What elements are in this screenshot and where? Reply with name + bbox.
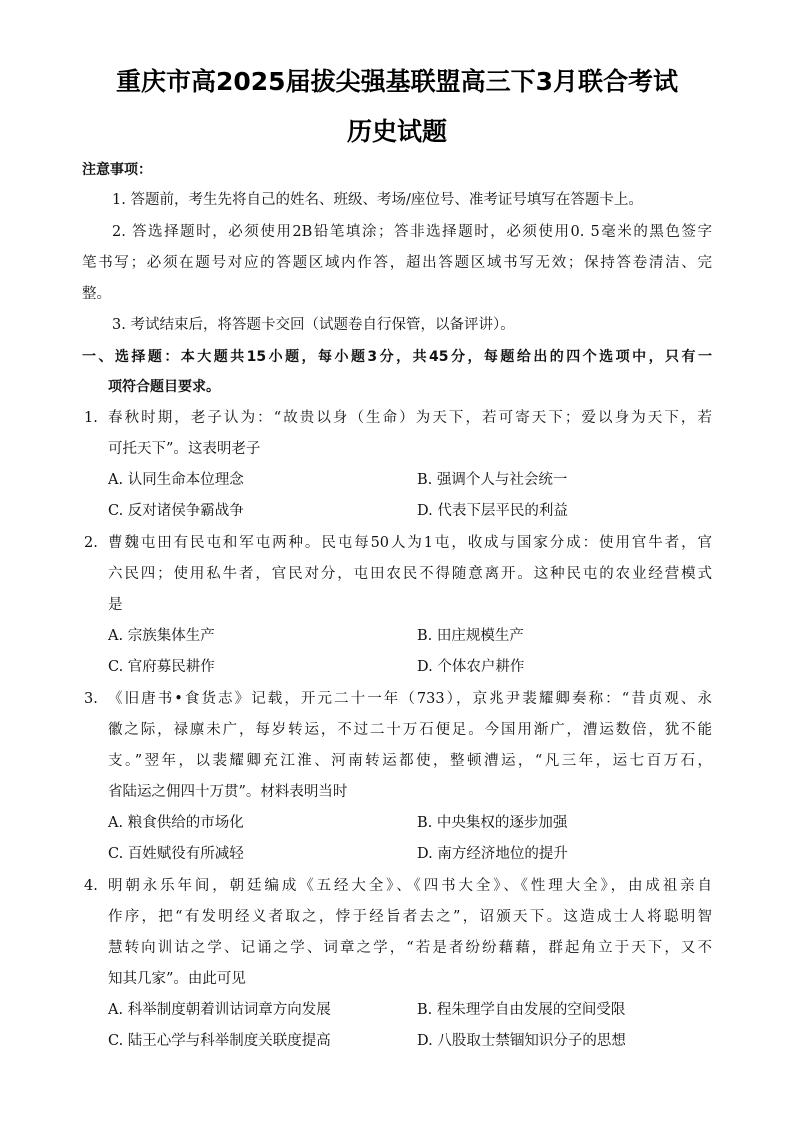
exam-subtitle: 历史试题	[346, 117, 447, 146]
question-4-option-d[interactable]: D. 八股取士禁锢知识分子的思想	[417, 1033, 626, 1049]
question-1-text-line: 春秋时期，老子认为：“故贵以身（生命）为天下，若可寄天下；爱以身为天下，若	[108, 410, 712, 426]
question-2-option-d[interactable]: D. 个体农户耕作	[417, 659, 525, 675]
notice-item-1: 1. 答题前，考生先将自己的姓名、班级、考场/座位号、准考证号填写在答题卡上。	[112, 192, 643, 208]
question-1-option-a[interactable]: A. 认同生命本位理念	[108, 472, 244, 488]
question-number: 3.	[84, 691, 98, 707]
notice-item-2-line-1: 2. 答选择题时，必须使用2B铅笔填涂；答非选择题时，必须使用0. 5毫米的黑色签字	[112, 224, 712, 240]
question-4-text-line: 知其几家”。由此可见	[108, 971, 246, 987]
section-1-heading-line-2: 项符合题目要求。	[108, 379, 220, 395]
question-1-option-d[interactable]: D. 代表下层平民的利益	[417, 503, 568, 519]
question-2-option-a[interactable]: A. 宗族集体生产	[108, 628, 215, 644]
notice-item-2-line-2: 笔书写；必须在题号对应的答题区域内作答，超出答题区域书写无效；保持答卷清洁、完	[82, 255, 712, 271]
question-2-text-line: 曹魏屯田有民屯和军屯两种。民屯每50人为1屯，收成与国家分成：使用官牛者，官	[108, 535, 712, 551]
question-1-option-c[interactable]: C. 反对诸侯争霸战争	[108, 503, 244, 519]
question-2-text-line: 六民四；使用私牛者，官民对分，屯田农民不得随意离开。这种民屯的农业经营模式	[108, 566, 712, 582]
question-2-option-c[interactable]: C. 官府募民耕作	[108, 659, 215, 675]
question-3-option-c[interactable]: C. 百姓赋役有所减轻	[108, 846, 244, 862]
question-4-option-c[interactable]: C. 陆王心学与科举制度关联度提高	[108, 1033, 331, 1049]
question-1-text-line: 可托天下”。这表明老子	[108, 441, 261, 457]
question-2-option-b[interactable]: B. 田庄规模生产	[417, 628, 524, 644]
question-3-text-line: 徽之际，禄廪未广，每岁转运，不过二十万石便足。今国用渐广，漕运数倍，犹不能	[108, 722, 712, 738]
question-4-text-line: 慧转向训诂之学、记诵之学、词章之学，“若是者纷纷藉藉，群起角立于天下，又不	[108, 940, 712, 956]
notice-heading: 注意事项：	[82, 162, 152, 178]
exam-title: 重庆市高2025届拔尖强基联盟高三下3月联合考试	[116, 67, 678, 96]
notice-item-2-line-3: 整。	[82, 286, 111, 302]
question-3-text-line: 省陆运之佣四十万贯”。材料表明当时	[108, 784, 348, 800]
question-1-option-b[interactable]: B. 强调个人与社会统一	[417, 472, 568, 488]
question-3-option-a[interactable]: A. 粮食供给的市场化	[108, 815, 244, 831]
question-3-option-d[interactable]: D. 南方经济地位的提升	[417, 846, 568, 862]
question-2-text-line: 是	[108, 597, 123, 613]
question-3-option-b[interactable]: B. 中央集权的逐步加强	[417, 815, 568, 831]
question-number: 2.	[84, 535, 98, 551]
question-3-text-line: 支。”翌年，以裴耀卿充江淮、河南转运都使，整顿漕运，“凡三年，运七百万石，	[108, 753, 712, 769]
notice-item-3: 3. 考试结束后，将答题卡交回（试题卷自行保管，以备评讲）。	[112, 317, 515, 333]
question-3-text-line: 《旧唐书•食货志》记载，开元二十一年（733），京兆尹裴耀卿奏称：“昔贞观、永	[108, 691, 712, 707]
section-1-heading-line-1: 一、选择题：本大题共15小题，每小题3分，共45分，每题给出的四个选项中，只有一	[82, 349, 712, 365]
question-4-text-line: 作序，把“有发明经义者取之，悖于经旨者去之”，诏颁天下。这造成士人将聪明智	[108, 909, 712, 925]
question-number: 1.	[84, 410, 98, 426]
question-number: 4.	[84, 878, 98, 894]
question-4-option-a[interactable]: A. 科举制度朝着训诂词章方向发展	[108, 1002, 331, 1018]
question-4-text-line: 明朝永乐年间，朝廷编成《五经大全》、《四书大全》、《性理大全》，由成祖亲自	[108, 878, 712, 894]
question-4-option-b[interactable]: B. 程朱理学自由发展的空间受限	[417, 1002, 626, 1018]
